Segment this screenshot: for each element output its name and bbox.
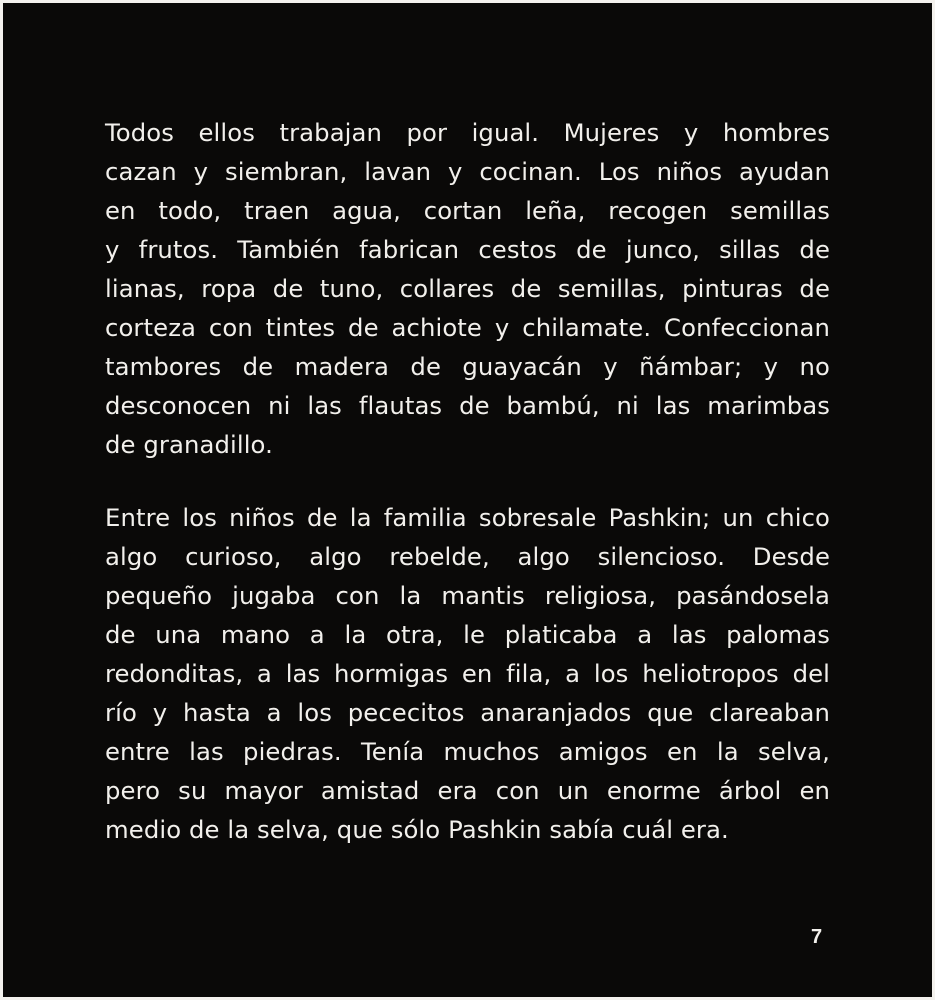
text-line: y frutos. También fabrican cestos de junco, sillas de (105, 235, 830, 264)
paragraph-1 (105, 113, 830, 464)
book-page (3, 3, 932, 997)
paragraph-2 (105, 498, 830, 849)
text-line: en todo, traen agua, cortan leña, recogen semillas (105, 196, 830, 225)
text-line: río y hasta a los pececitos anaranjados que clareaban (105, 698, 830, 727)
text-line: entre las piedras. Tenía muchos amigos en la selva, (105, 737, 830, 766)
text-line: corteza con tintes de achiote y chilamate. Confeccionan (105, 313, 830, 342)
text-line: pero su mayor amistad era con un enorme árbol en (105, 776, 830, 805)
text-line: de granadillo. (105, 430, 273, 459)
text-line: cazan y siembran, lavan y cocinan. Los niños ayudan (105, 157, 830, 186)
text-line: algo curioso, algo rebelde, algo silencioso. Desde (105, 542, 830, 571)
text-line: de una mano a la otra, le platicaba a las palomas (105, 620, 830, 649)
text-line: medio de la selva, que sólo Pashkin sabía cuál era. (105, 815, 729, 844)
text-line: desconocen ni las flautas de bambú, ni las marimbas (105, 391, 830, 420)
text-line: tambores de madera de guayacán y ñámbar; y no (105, 352, 830, 381)
text-line: Todos ellos trabajan por igual. Mujeres y hombres (105, 118, 830, 147)
text-line: Entre los niños de la familia sobresale Pashkin; un chico (105, 503, 830, 532)
text-line: redonditas, a las hormigas en fila, a los heliotropos del (105, 659, 830, 688)
text-line: pequeño jugaba con la mantis religiosa, pasándosela (105, 581, 830, 610)
page-number: 7 (811, 926, 823, 948)
text-line: lianas, ropa de tuno, collares de semillas, pinturas de (105, 274, 830, 303)
